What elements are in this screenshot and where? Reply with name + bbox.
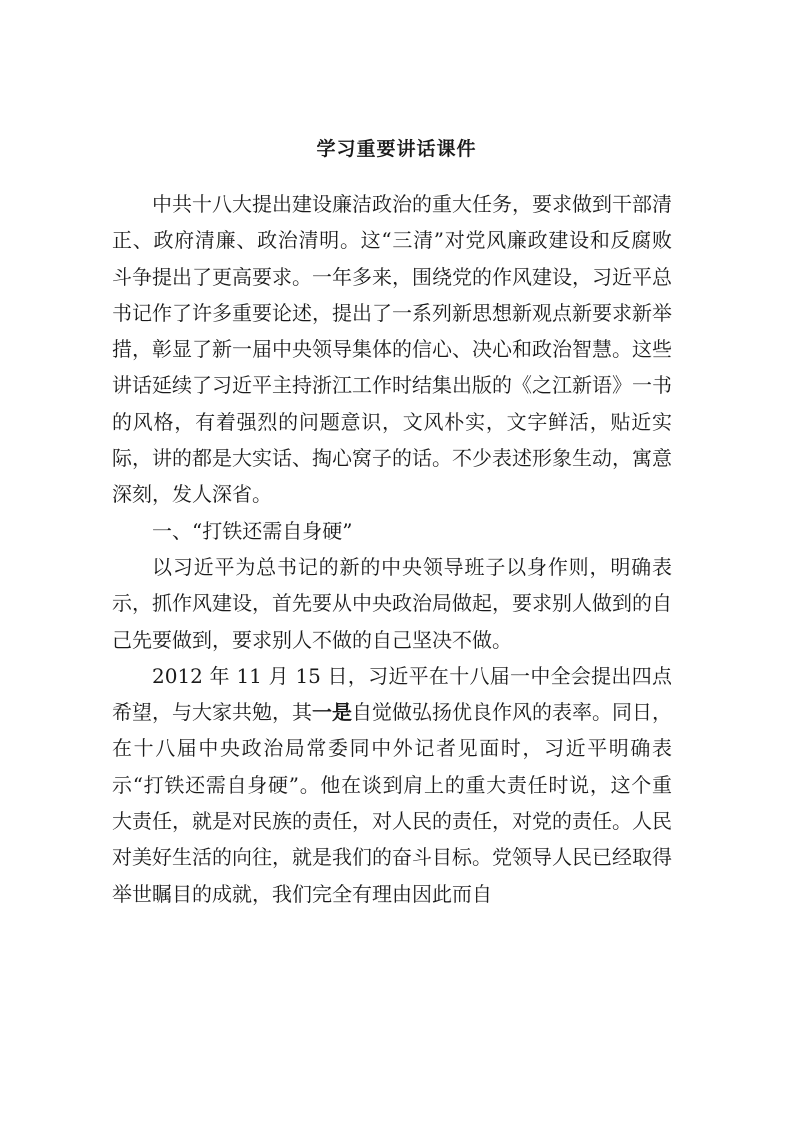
paragraph-2012-meeting xyxy=(112,658,672,912)
paragraph-2012-text-part2: 自觉做弘扬优良作风的表率。同日，在十八届中央政治局常委同中外记者见面时，习近平明确表示“打铁还需自身硬”。他在谈到肩上的重大责任时说，这个重大责任，就是对民族的责任，对人民的责任，对党的责任。人民对美好生活的向往，就是我们的奋斗目标。党领导人民已经取得举世瞩目的成就，我们完全有理由因此而自 xyxy=(112,700,672,906)
paragraph-leadership: 以习近平为总书记的新的中央领导班子以身作则，明确表示，抓作风建设，首先要从中央政治局做起，要求别人做到的自己先要做到，要求别人不做的自己坚决不做。 xyxy=(112,554,672,652)
document-body xyxy=(112,186,672,912)
paragraph-2012-text-part1: 2012 年 11 月 15 日，习近平在十八届一中全会提出四点希望，与大家共勉，其 xyxy=(112,663,672,725)
document-title: 学习重要讲话课件 xyxy=(316,138,477,160)
paragraph-intro: 中共十八大提出建设廉洁政治的重大任务，要求做到干部清正、政府清廉、政治清明。这“三清”对党风廉政建设和反腐败斗争提出了更高要求。一年多来，围绕党的作风建设，习近平总书记作了许多重要论述，提出了一系列新思想新观点新要求新举措，彰显了新一届中央领导集体的信心、决心和政治智慧。这些讲话延续了习近平主持浙江工作时结集出版的《之江新语》一书的风格，有着强烈的问题意识，文风朴实，文字鲜活，贴近实际，讲的都是大实话、掏心窝子的话。不少表述形象生动，寓意深刻，发人深省。 xyxy=(112,192,672,507)
paragraph-2012-emphasis: 一是 xyxy=(312,700,352,725)
section-heading-1: 一、“打铁还需自身硬” xyxy=(152,518,353,543)
